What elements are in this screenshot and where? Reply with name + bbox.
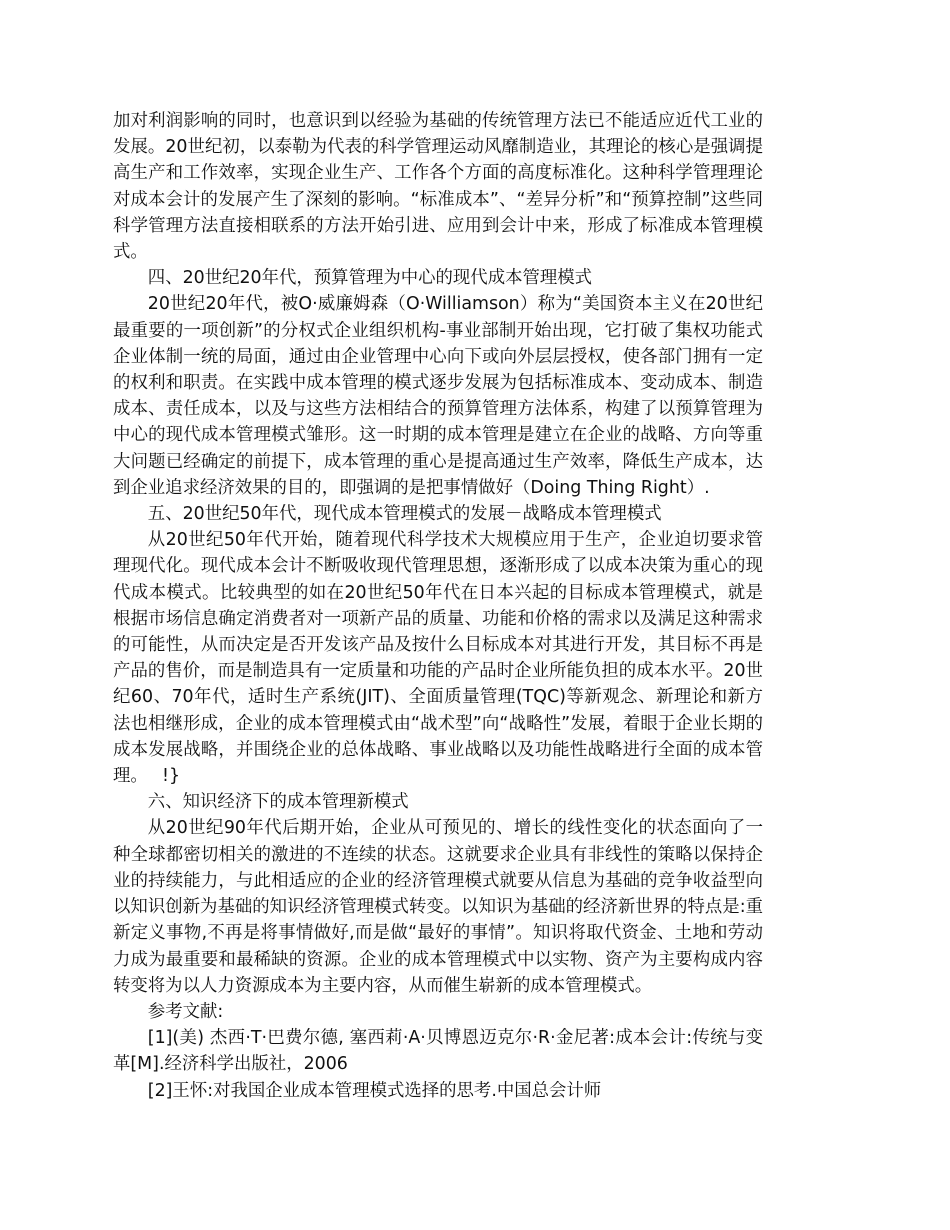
reference-item-1: [1](美) 杰西·T·巴费尔德, 塞西莉·A·贝博恩迈克尔·R·金尼著:成本会计:传统与变革[M].经济科学出版社，2006: [113, 1028, 763, 1075]
paragraph-section-5: 从20世纪50年代开始，随着现代科学技术大规模应用于生产，企业迫切要求管理现代化。现代成本会计不断吸收现代管理思想，逐渐形成了以成本决策为重心的现代成本模式。比较典型的如在20世纪50年代在日本兴起的目标成本管理模式，就是根据市场信息确定消费者对一项新产品的质量、功能和价格的需求以及满足这种需求的可能性，从而决定是否开发该产品及按什么目标成本对其进行开发，其目标不再是产品的售价，而是制造具有一定质量和功能的产品时企业所能负担的成本水平。20世纪60、70年代，适时生产系统(JIT)、全面质量管理(TQC)等新观念、新理论和新方法也相继形成，企业的成本管理模式由“战术型”向“战略性”发展，着眼于企业长期的成本发展战略，并围绕企业的总体战略、事业战略以及功能性战略进行全面的成本管理。 !}: [113, 530, 763, 787]
paragraph-intro-continued: 加对利润影响的同时，也意识到以经验为基础的传统管理方法已不能适应近代工业的发展。20世纪初，以泰勒为代表的科学管理运动风靡制造业，其理论的核心是强调提高生产和工作效率，实现企业生产、工作各个方面的高度标准化。这种科学管理理论对成本会计的发展产生了深刻的影响。“标准成本”、“差异分析”和“预算控制”这些同科学管理方法直接相联系的方法开始引进、应用到会计中来，形成了标准成本管理模式。: [113, 111, 763, 263]
section-heading-4: 四、20世纪20年代，预算管理为中心的现代成本管理模式: [147, 268, 593, 289]
reference-item-2: [2]王怀:对我国企业成本管理模式选择的思考.中国总会计师: [147, 1080, 602, 1101]
paragraph-section-6: 从20世纪90年代后期开始，企业从可预见的、增长的线性变化的状态面向了一种全球都密切相关的激进的不连续的状态。这就要求企业具有非线性的策略以保持企业的持续能力，与此相适应的企业的经济管理模式就要从信息为基础的竞争收益型向以知识创新为基础的知识经济管理模式转变。以知识为基础的经济新世界的特点是:重新定义事物,不再是将事情做好,而是做“最好的事情”。知识将取代资金、土地和劳动力成为最重要和最稀缺的资源。企业的成本管理模式中以实物、资产为主要构成内容转变将为以人力资源成本为主要内容，从而催生崭新的成本管理模式。: [113, 818, 763, 996]
references-heading: 参考文献:: [147, 1001, 224, 1022]
document-body: [113, 108, 763, 1104]
section-heading-5: 五、20世纪50年代，现代成本管理模式的发展－战略成本管理模式: [147, 504, 662, 525]
section-heading-6: 六、知识经济下的成本管理新模式: [147, 792, 409, 813]
paragraph-section-4: 20世纪20年代，被O·威廉姆森（O·Williamson）称为“美国资本主义在20世纪最重要的一项创新”的分权式企业组织机构-事业部制开始出现，它打破了集权功能式企业体制一统的局面，通过由企业管理中心向下或向外层层授权，使各部门拥有一定的权利和职责。在实践中成本管理的模式逐步发展为包括标准成本、变动成本、制造成本、责任成本，以及与这些方法相结合的预算管理方法体系，构建了以预算管理为中心的现代成本管理模式雏形。这一时期的成本管理是建立在企业的战略、方向等重大问题已经确定的前提下，成本管理的重心是提高通过生产效率，降低生产成本，达到企业追求经济效果的目的，即强调的是把事情做好（Doing Thing Right）.: [113, 294, 763, 498]
